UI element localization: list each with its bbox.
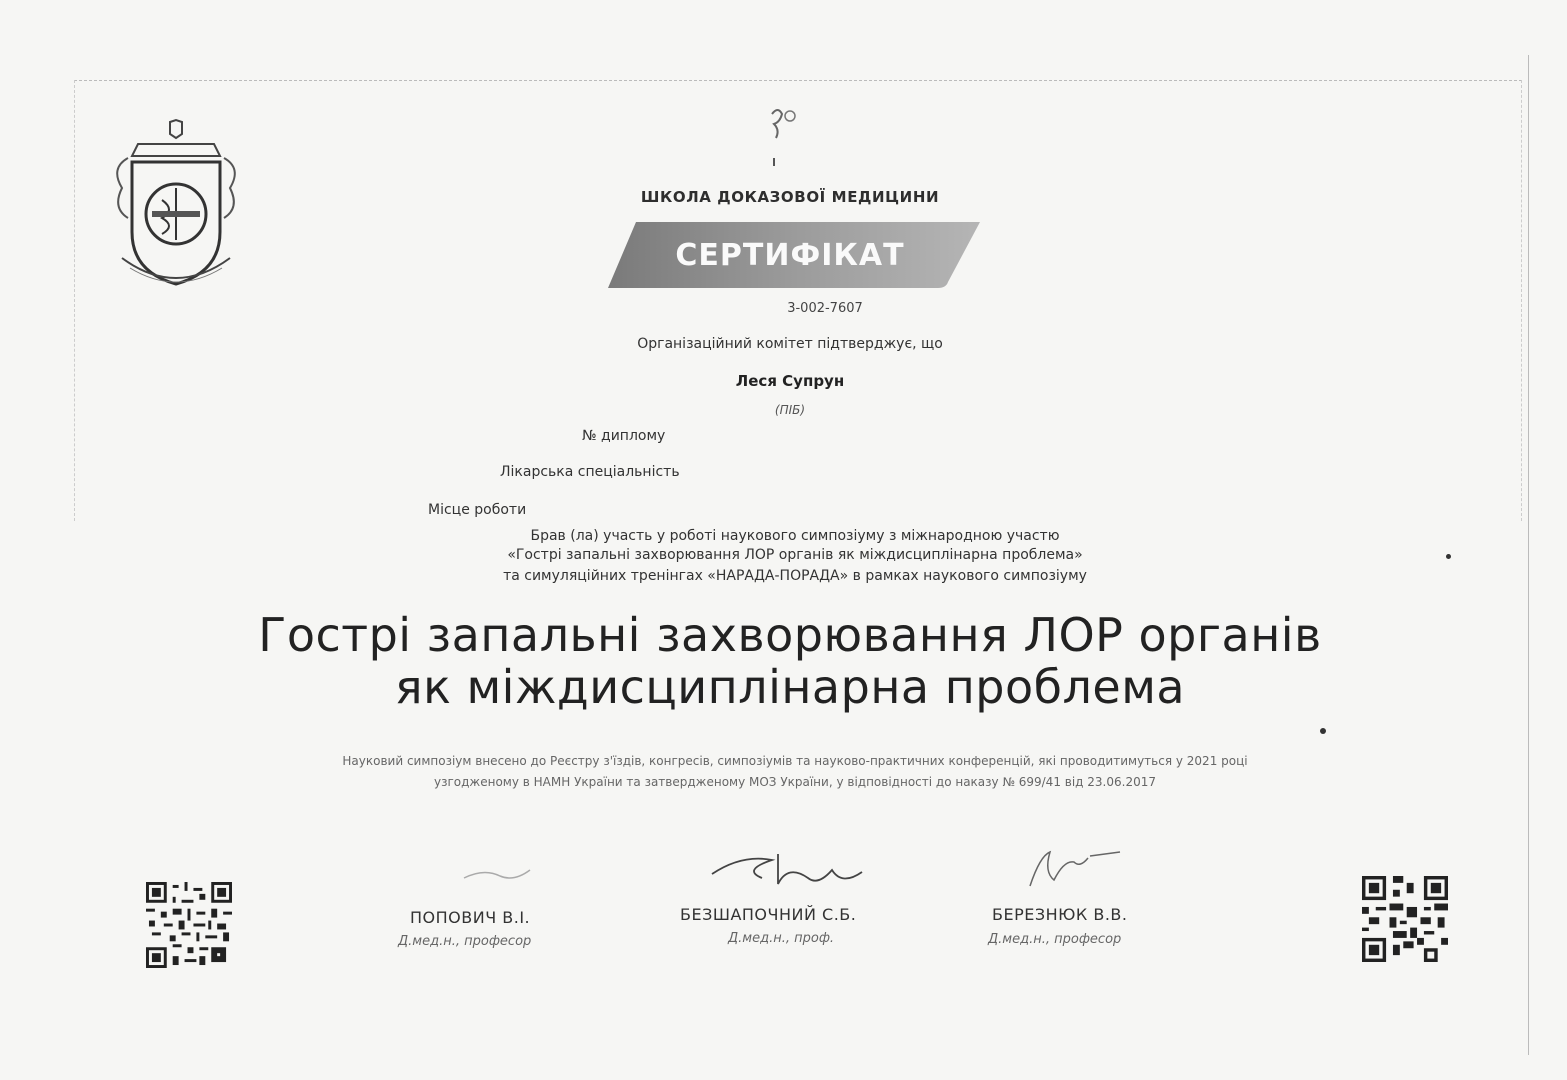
participation-line: Брав (ла) участь у роботі наукового симпозіуму з міжнародною участю [530, 528, 1060, 544]
participation-line: та симуляційних тренінгах «НАРАДА-ПОРАДА» в рамках наукового симпозіуму [503, 568, 1087, 584]
certificate-number: 3-002-7607 [787, 301, 863, 316]
signature-bereznyuk [1020, 846, 1130, 896]
signatory-name: ПОПОВИЧ В.І. [410, 908, 531, 927]
diploma-label: № диплому [582, 428, 666, 444]
signature-bezshapochnyi [708, 844, 878, 894]
event-headline: як міждисциплінарна проблема [394, 660, 1186, 714]
qr-code-icon [146, 882, 232, 968]
registry-note: узгодженому в НАМН України та затвердженому МОЗ України, у відповідності до наказу № 699/41 від 23.06.2017 [434, 775, 1156, 789]
recipient-name: Леся Супрун [735, 372, 845, 390]
certificate-title: СЕРТИФІКАТ [675, 238, 905, 273]
signatory-title: Д.мед.н., професор [988, 932, 1122, 947]
signatory-title: Д.мед.н., професор [398, 934, 532, 949]
signatory-name: БЕЗШАПОЧНИЙ С.Б. [680, 905, 857, 924]
specialty-label: Лікарська спеціальність [500, 464, 680, 480]
event-headline: Гострі запальні захворювання ЛОР органів [258, 608, 1322, 662]
signature-popovych [460, 858, 540, 888]
school-name: ШКОЛА ДОКАЗОВОЇ МЕДИЦИНИ [640, 188, 940, 206]
top-mark-icon [760, 104, 800, 168]
workplace-label: Місце роботи [428, 502, 527, 518]
speck [1320, 728, 1326, 734]
registry-note: Науковий симпозіум внесено до Реєстру з'їздів, конгресів, симпозіумів та науково-практичних конференцій, які проводитимуться у 2021 році [342, 754, 1248, 768]
page-edge-line [1528, 55, 1529, 1055]
qr-code-icon [1362, 876, 1448, 962]
recipient-caption: (ПІБ) [774, 403, 806, 417]
confirm-text: Організаційний комітет підтверджує, що [637, 336, 943, 352]
signatory-title: Д.мед.н., проф. [728, 931, 835, 946]
signatory-name: БЕРЕЗНЮК В.В. [992, 905, 1128, 924]
speck [1446, 554, 1451, 559]
ministry-emblem-icon [108, 118, 244, 296]
participation-line: «Гострі запальні захворювання ЛОР органів як міждисциплінарна проблема» [507, 547, 1083, 563]
